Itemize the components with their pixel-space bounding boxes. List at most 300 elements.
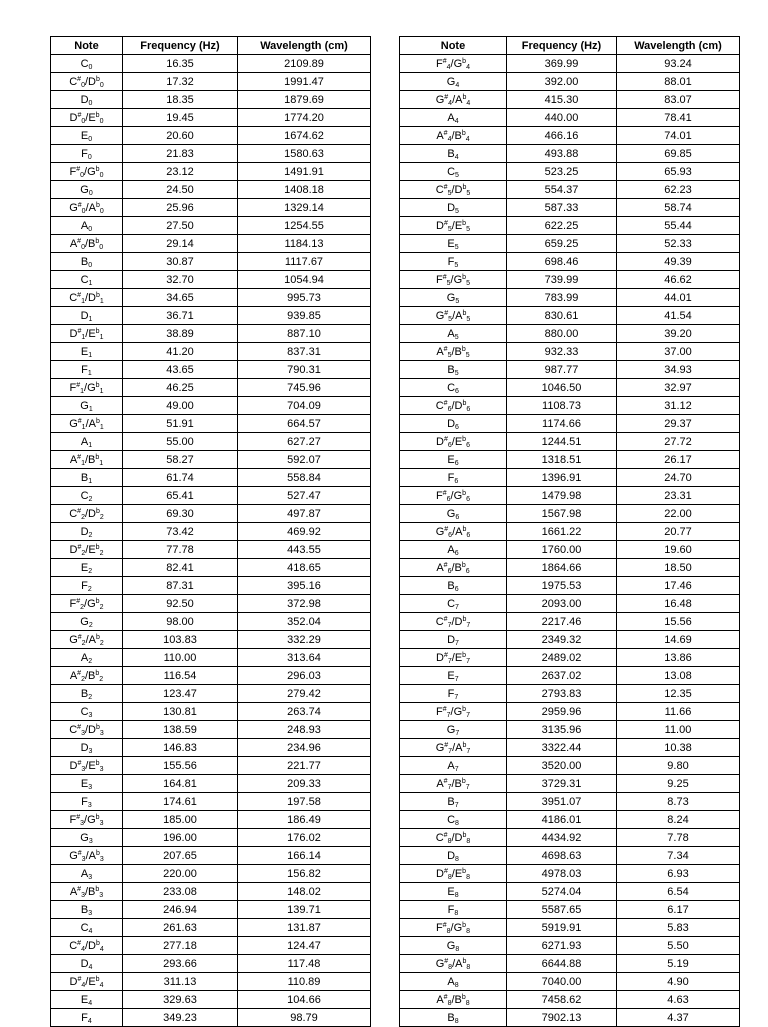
note-letter: D (88, 723, 96, 736)
wavelength-cell: 1674.62 (238, 127, 371, 145)
accidental-mark: b (462, 435, 467, 443)
frequency-cell: 2959.96 (507, 703, 617, 721)
note-cell (51, 559, 123, 577)
wavelength-cell: 93.24 (617, 55, 740, 73)
frequency-cell: 6271.93 (507, 937, 617, 955)
table-row (51, 595, 371, 613)
octave-number: 8 (454, 981, 459, 989)
accidental-mark: # (443, 993, 448, 1001)
table-row (51, 73, 371, 91)
note-letter: E (88, 975, 96, 988)
octave-number: 8 (454, 1017, 459, 1025)
octave-number: 4 (81, 981, 86, 989)
octave-number: 5 (448, 315, 453, 323)
octave-number: 4 (447, 135, 452, 143)
frequency-cell: 2637.02 (507, 667, 617, 685)
frequency-cell: 92.50 (123, 595, 238, 613)
accidental-mark: # (77, 417, 82, 425)
note-letter: A (80, 867, 89, 880)
table-row (400, 649, 740, 667)
frequency-cell: 23.12 (123, 163, 238, 181)
wavelength-cell: 65.93 (617, 163, 740, 181)
frequency-cell: 116.54 (123, 667, 238, 685)
octave-number: 6 (447, 405, 452, 413)
note-cell (51, 91, 123, 109)
note-letter: A (436, 345, 444, 358)
note-letter: C (447, 165, 456, 178)
accidental-mark: # (444, 93, 449, 101)
note-cell (400, 415, 507, 433)
wavelength-cell: 6.93 (617, 865, 740, 883)
note-letter: A (436, 777, 444, 790)
note-letter: C (435, 615, 444, 628)
note-cell (51, 613, 123, 631)
frequency-cell: 466.16 (507, 127, 617, 145)
header-wavelength: Wavelength (cm) (617, 37, 740, 55)
frequency-cell: 34.65 (123, 289, 238, 307)
frequency-cell: 1318.51 (507, 451, 617, 469)
wavelength-cell: 148.02 (238, 883, 371, 901)
note-letter: F (436, 921, 443, 934)
note-separator: / (84, 885, 89, 898)
accidental-mark: # (443, 777, 448, 785)
note-cell (400, 379, 507, 397)
table-row (400, 955, 740, 973)
note-cell (400, 847, 507, 865)
note-letter: B (80, 471, 89, 484)
octave-number: 2 (81, 549, 86, 557)
octave-number: 8 (466, 837, 471, 845)
frequency-cell: 659.25 (507, 235, 617, 253)
octave-number: 3 (88, 711, 93, 719)
note-cell (51, 865, 123, 883)
note-letter: F (69, 597, 77, 610)
octave-number: 2 (99, 675, 104, 683)
octave-number: 5 (447, 225, 452, 233)
octave-number: 2 (87, 585, 92, 593)
note-letter: F (447, 471, 455, 484)
octave-number: 7 (447, 621, 452, 629)
frequency-cell: 587.33 (507, 199, 617, 217)
note-letter: B (447, 1011, 455, 1024)
wavelength-cell: 139.71 (238, 901, 371, 919)
octave-number: 7 (454, 765, 459, 773)
note-frequency-table-right (399, 36, 740, 1027)
accidental-mark: # (77, 201, 82, 209)
accidental-mark: # (444, 309, 449, 317)
octave-number: 4 (454, 153, 459, 161)
accidental-mark: # (77, 237, 82, 245)
wavelength-cell: 44.01 (617, 289, 740, 307)
wavelength-cell: 527.47 (238, 487, 371, 505)
octave-number: 7 (466, 621, 471, 629)
accidental-mark: b (461, 993, 466, 1001)
table-row (51, 631, 371, 649)
table-row (400, 667, 740, 685)
octave-number: 2 (81, 675, 85, 683)
octave-number: 0 (88, 261, 93, 269)
frequency-cell: 261.63 (123, 919, 238, 937)
note-letter: A (455, 525, 463, 538)
note-cell (400, 433, 507, 451)
wavelength-cell: 14.69 (617, 631, 740, 649)
note-cell (51, 991, 123, 1009)
octave-number: 5 (466, 315, 471, 323)
frequency-cell: 103.83 (123, 631, 238, 649)
note-letter: G (453, 273, 463, 286)
wavelength-cell: 16.48 (617, 595, 740, 613)
note-separator: / (85, 543, 89, 556)
wavelength-cell: 372.98 (238, 595, 371, 613)
octave-number: 2 (99, 639, 104, 647)
frequency-cell: 3951.07 (507, 793, 617, 811)
wavelength-cell: 176.02 (238, 829, 371, 847)
note-separator: / (84, 75, 89, 88)
note-separator: / (84, 669, 89, 682)
octave-number: 3 (87, 801, 92, 809)
wavelength-cell: 11.00 (617, 721, 740, 739)
table-row (51, 739, 371, 757)
accidental-mark: b (95, 813, 100, 821)
note-letter: A (88, 201, 96, 214)
octave-number: 6 (447, 567, 452, 575)
note-letter: G (80, 183, 89, 196)
wavelength-cell: 24.70 (617, 469, 740, 487)
frequency-cell: 58.27 (123, 451, 238, 469)
accidental-mark: b (462, 741, 467, 749)
wavelength-cell: 26.17 (617, 451, 740, 469)
accidental-mark: b (461, 345, 466, 353)
frequency-cell: 5919.91 (507, 919, 617, 937)
note-cell (400, 775, 507, 793)
note-cell (51, 811, 123, 829)
wavelength-cell: 9.80 (617, 757, 740, 775)
note-cell (51, 919, 123, 937)
frequency-cell: 3135.96 (507, 721, 617, 739)
note-cell (400, 199, 507, 217)
note-separator: / (85, 327, 89, 340)
note-letter: D (447, 201, 456, 214)
table-row (400, 127, 740, 145)
frequency-cell: 1567.98 (507, 505, 617, 523)
note-cell (51, 487, 123, 505)
accidental-mark: # (77, 849, 82, 857)
note-cell (51, 703, 123, 721)
table-row (51, 109, 371, 127)
note-letter: F (447, 903, 455, 916)
note-cell (51, 55, 123, 73)
note-letter: A (447, 975, 455, 988)
octave-number: 7 (447, 783, 452, 791)
note-cell (51, 163, 123, 181)
note-letter: D (80, 741, 89, 754)
note-letter: E (80, 561, 89, 574)
header-note: Note (51, 37, 123, 55)
wavelength-cell: 469.92 (238, 523, 371, 541)
note-letter: A (447, 759, 455, 772)
note-letter: D (436, 867, 444, 880)
accidental-mark: # (443, 615, 448, 623)
frequency-cell: 1975.53 (507, 577, 617, 595)
table-row (400, 469, 740, 487)
frequency-cell: 2489.02 (507, 649, 617, 667)
frequency-cell: 698.46 (507, 253, 617, 271)
octave-number: 3 (88, 747, 93, 755)
accidental-mark: b (461, 777, 466, 785)
wavelength-cell: 837.31 (238, 343, 371, 361)
accidental-mark: # (443, 831, 448, 839)
accidental-mark: b (462, 273, 467, 281)
note-cell (400, 523, 507, 541)
wavelength-cell: 887.10 (238, 325, 371, 343)
note-cell (400, 883, 507, 901)
octave-number: 1 (88, 351, 93, 359)
note-letter: D (454, 399, 463, 412)
octave-number: 6 (466, 405, 471, 413)
note-separator: / (451, 399, 455, 412)
table-row (51, 667, 371, 685)
wavelength-cell: 627.27 (238, 433, 371, 451)
note-cell (51, 721, 123, 739)
frequency-cell: 36.71 (123, 307, 238, 325)
frequency-cell: 17.32 (123, 73, 238, 91)
octave-number: 3 (99, 729, 104, 737)
accidental-mark: b (462, 309, 467, 317)
wavelength-cell: 69.85 (617, 145, 740, 163)
table-row (400, 55, 740, 73)
note-cell (51, 307, 123, 325)
octave-number: 6 (455, 423, 459, 431)
octave-number: 7 (446, 711, 451, 719)
note-letter: F (81, 147, 88, 160)
wavelength-cell: 248.93 (238, 721, 371, 739)
note-letter: A (69, 453, 78, 466)
table-row (51, 163, 371, 181)
table-row (51, 919, 371, 937)
accidental-mark: # (77, 507, 82, 515)
octave-number: 4 (88, 927, 93, 935)
wavelength-cell: 8.73 (617, 793, 740, 811)
wavelength-cell: 6.54 (617, 883, 740, 901)
frequency-cell: 2793.83 (507, 685, 617, 703)
table-row (400, 73, 740, 91)
note-cell (400, 307, 507, 325)
note-letter: D (69, 975, 78, 988)
table-row (400, 847, 740, 865)
octave-number: 6 (454, 549, 459, 557)
note-separator: / (452, 741, 456, 754)
note-cell (51, 757, 123, 775)
frequency-cell: 349.23 (123, 1009, 238, 1027)
frequency-cell: 20.60 (123, 127, 238, 145)
note-cell (51, 109, 123, 127)
note-letter: F (436, 705, 443, 718)
note-cell (400, 739, 507, 757)
wavelength-cell: 664.57 (238, 415, 371, 433)
note-cell (51, 883, 123, 901)
octave-number: 7 (454, 801, 459, 809)
table-row (400, 199, 740, 217)
wavelength-cell: 7.78 (617, 829, 740, 847)
frequency-cell: 329.63 (123, 991, 238, 1009)
table-row (51, 433, 371, 451)
accidental-mark: # (442, 705, 447, 713)
octave-number: 5 (466, 279, 470, 287)
frequency-cell: 4434.92 (507, 829, 617, 847)
accidental-mark: b (95, 75, 100, 83)
table-row (51, 847, 371, 865)
note-separator: / (84, 291, 89, 304)
frequency-cell: 7458.62 (507, 991, 617, 1009)
frequency-cell: 440.00 (507, 109, 617, 127)
wavelength-cell: 745.96 (238, 379, 371, 397)
note-letter: D (69, 759, 78, 772)
table-row (400, 325, 740, 343)
frequency-cell: 16.35 (123, 55, 238, 73)
frequency-cell: 5274.04 (507, 883, 617, 901)
note-letter: D (80, 957, 89, 970)
note-letter: G (87, 381, 96, 394)
octave-number: 5 (465, 351, 470, 359)
wavelength-cell: 19.60 (617, 541, 740, 559)
note-letter: B (80, 255, 89, 268)
wavelength-cell: 27.72 (617, 433, 740, 451)
octave-number: 3 (99, 855, 104, 863)
note-letter: A (80, 651, 89, 664)
note-letter: A (69, 669, 78, 682)
header-note: Note (400, 37, 507, 55)
accidental-mark: b (462, 219, 467, 227)
note-cell (400, 271, 507, 289)
frequency-cell: 61.74 (123, 469, 238, 487)
note-letter: G (453, 705, 463, 718)
note-cell (400, 55, 507, 73)
note-cell (400, 577, 507, 595)
note-letter: F (69, 813, 77, 826)
header-row (51, 37, 371, 55)
table-row (51, 379, 371, 397)
note-letter: F (81, 579, 88, 592)
note-separator: / (451, 615, 455, 628)
accidental-mark: b (95, 543, 100, 551)
octave-number: 8 (447, 999, 452, 1007)
accidental-mark: # (443, 867, 448, 875)
table-row (51, 505, 371, 523)
note-letter: F (81, 795, 88, 808)
octave-number: 2 (88, 531, 93, 539)
note-letter: A (69, 885, 78, 898)
note-cell (400, 595, 507, 613)
frequency-cell: 932.33 (507, 343, 617, 361)
octave-number: 0 (81, 207, 86, 215)
note-letter: E (80, 777, 89, 790)
frequency-cell: 7902.13 (507, 1009, 617, 1027)
note-letter: C (80, 57, 89, 70)
wavelength-cell: 939.85 (238, 307, 371, 325)
octave-number: 0 (81, 243, 85, 251)
octave-number: 1 (81, 297, 85, 305)
octave-number: 4 (448, 99, 453, 107)
octave-number: 6 (446, 495, 451, 503)
table-row (51, 361, 371, 379)
note-cell (400, 91, 507, 109)
table-row (400, 181, 740, 199)
accidental-mark: b (461, 561, 466, 569)
table-row (51, 217, 371, 235)
note-letter: C (69, 75, 78, 88)
note-separator: / (451, 435, 455, 448)
table-row (51, 199, 371, 217)
octave-number: 8 (465, 999, 470, 1007)
octave-number: 5 (454, 261, 459, 269)
accidental-mark: # (76, 381, 81, 389)
note-cell (51, 523, 123, 541)
note-letter: E (447, 885, 455, 898)
note-separator: / (84, 165, 88, 178)
note-cell (51, 631, 123, 649)
octave-number: 7 (466, 747, 471, 755)
note-letter: G (446, 507, 456, 520)
table-row (51, 955, 371, 973)
wavelength-cell: 296.03 (238, 667, 371, 685)
octave-number: 2 (88, 621, 93, 629)
table-row (51, 901, 371, 919)
table-row (400, 559, 740, 577)
table-row (51, 145, 371, 163)
note-separator: / (451, 867, 455, 880)
note-cell (400, 487, 507, 505)
wavelength-cell: 124.47 (238, 937, 371, 955)
table-row (51, 325, 371, 343)
frequency-cell: 164.81 (123, 775, 238, 793)
note-letter: B (88, 237, 96, 250)
note-letter: D (447, 633, 456, 646)
wavelength-cell: 332.29 (238, 631, 371, 649)
octave-number: 4 (99, 945, 104, 953)
accidental-mark: b (461, 129, 466, 137)
note-separator: / (451, 993, 455, 1006)
note-letter: A (455, 741, 463, 754)
note-cell (400, 793, 507, 811)
accidental-mark: # (77, 723, 82, 731)
note-separator: / (85, 975, 89, 988)
octave-number: 3 (99, 891, 104, 899)
octave-number: 7 (455, 603, 459, 611)
accidental-mark: # (76, 165, 81, 173)
accidental-mark: # (442, 921, 447, 929)
wavelength-cell: 9.25 (617, 775, 740, 793)
octave-number: 2 (81, 513, 85, 521)
octave-number: 7 (448, 747, 453, 755)
note-cell (51, 361, 123, 379)
note-cell (51, 739, 123, 757)
note-letter: D (436, 651, 444, 664)
octave-number: 1 (81, 333, 86, 341)
wavelength-cell: 5.50 (617, 937, 740, 955)
note-letter: F (447, 687, 455, 700)
wavelength-cell: 166.14 (238, 847, 371, 865)
wavelength-cell: 418.65 (238, 559, 371, 577)
octave-number: 0 (80, 171, 85, 179)
note-letter: C (435, 183, 444, 196)
note-letter: A (80, 435, 89, 448)
wavelength-cell: 58.74 (617, 199, 740, 217)
octave-number: 4 (466, 63, 470, 71)
table-row (400, 721, 740, 739)
note-cell (51, 145, 123, 163)
note-cell (51, 73, 123, 91)
octave-number: 2 (81, 639, 86, 647)
